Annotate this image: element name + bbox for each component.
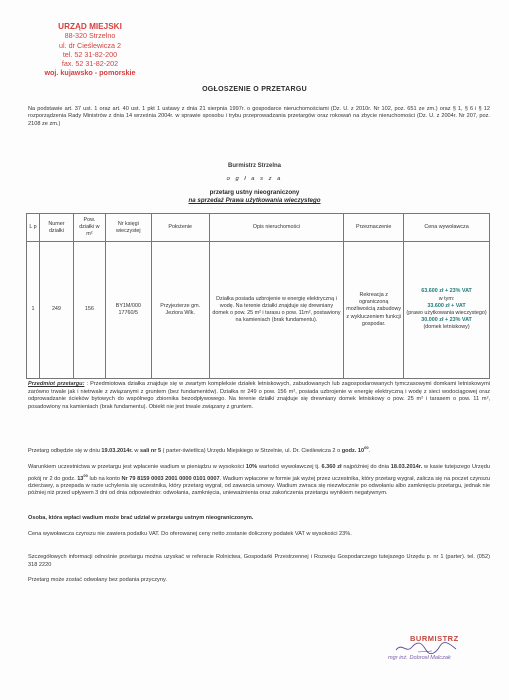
- deposit-amount: 6.360 zł: [321, 464, 342, 470]
- stamp-line-street: ul. dr Cieślewicza 2: [59, 40, 121, 50]
- cell-parcel-area: 156: [73, 242, 105, 379]
- header-purpose: Przeznaczenie: [344, 214, 404, 242]
- info-note: Szczegółowych informacji odnośnie przetargu można uzyskać w referacie Rolnictwa, Gospodarki Przestrzennej i Rozwoju Gospodarczego tutejszego Urzędu p. nr 1 (parter). tel. (052) 318 2220: [28, 554, 490, 568]
- cell-lp: 1: [27, 242, 40, 379]
- tender-type: przetarg ustny nieograniczony: [209, 189, 300, 196]
- tender-hour-minutes: 00: [364, 445, 369, 450]
- stamp-line-region: woj. kujawsko - pomorskie: [44, 68, 136, 78]
- deposit-text-4: w kasie tutejszego Urzędu pokój nr 2 do godz.: [28, 464, 491, 482]
- stamp-line-phone: tel. 52 31-82-200: [62, 49, 118, 59]
- handwritten-signature: [392, 640, 462, 656]
- header-parcel-area: Pow. działki w m²: [73, 214, 105, 242]
- price-cottage-note: (domek letniskowy): [423, 324, 470, 331]
- cell-location: Przyjezierze gm. Jeziora Wlk.: [151, 242, 209, 379]
- table-row: [27, 242, 490, 379]
- stamp-line-office: URZĄD MIEJSKI: [58, 22, 122, 31]
- signature-role: BURMISTRZ: [410, 634, 459, 643]
- subject-paragraph: [28, 381, 490, 411]
- tender-hour: godz. 10: [341, 447, 365, 454]
- cell-land-register: BY1M/000 17760/5: [105, 242, 151, 379]
- deposit-text-3: najpóźniej do dnia: [341, 464, 391, 470]
- legal-basis-paragraph: Na podstawie art. 37 ust. 1 oraz art. 40 ust. 1 pkt 1 ustawy z dnia 21 sierpnia 1997r. o gospodarce nieruchomościami (Dz. U. z 2010r. Nr 102, poz. 651 ze zm.) oraz § 1, § 6 i § 12 rozporządzenia Rady Ministrów z dnia 14 września 2004r. w sprawie sposobu i trybu przeprowadzania przetargów oraz rokowań na zbycie nieruchomości (Dz. U. z 2004r. Nr 207, poz. 2108 ze zm.): [28, 106, 490, 127]
- price-land-right: 33.600 zł + VAT: [427, 302, 466, 309]
- stamp-line-fax: fax. 52 31-82-202: [61, 59, 119, 69]
- tender-date: 19.03.2014r.: [101, 447, 133, 454]
- header-location: Położenie: [151, 214, 209, 242]
- stamp-line-postcode: 88-320 Strzelno: [64, 31, 116, 41]
- tender-date-paragraph: [28, 444, 490, 455]
- office-stamp: [26, 22, 154, 78]
- price-in-that: w tym:: [438, 295, 455, 302]
- announces-word: o g ł a s z a: [226, 176, 283, 182]
- document-title: OGŁOSZENIE O PRZETARGU: [202, 86, 307, 93]
- date-text-2: w: [132, 447, 140, 454]
- subject-text: : Przedmiotowa działka znajduje się w zwartym kompleksie działek letniskowych, zabudowanych lub zagospodarowanych tymczasowymi domkami letniskowymi zarówno trwale jak i nietrwale z związanymi z gruntem (bez fundamentów). Działka nr 249 o pow. 156 m², posiada uzbrojenie w energię elektryczną i wodę z sieci wodociągowej oraz odprowadzanie ścieków bytowych do wspólnego zbiornika bezodpływowego. Na terenie działki znajduje się drewniany domek letniskowy o pow. 25 m² i tarasem o pow. 11 m², posadowiony na kamieniach (brak fundamentu). Obiekt nie jest trwale związany z gruntem.: [28, 381, 490, 410]
- deposit-percent: 10%: [245, 464, 258, 470]
- deposit-hour: 13: [77, 475, 84, 482]
- cell-purpose: Rekreacja z ograniczoną możliwością zabudowy z wykluczeniem funkcji gospodar.: [344, 242, 404, 379]
- cancellation-note: Przetarg może zostać odwołany bez podania przyczyny.: [28, 577, 167, 583]
- cell-price: [404, 242, 490, 379]
- tender-subject: na sprzedaż Prawa użytkowania wieczystego: [188, 197, 321, 204]
- date-text-1: Przetarg odbędzie się w dniu: [28, 447, 102, 454]
- deposit-text-6: . Wadium wpłacone w formie jak wyżej przez uczestnika, który przetarg wygrał, zalicza się na poczet czynszu dzierżawy, a przepada w razie uchylenia się uczestnika, który przetarg wygrał, od zawarcia umowy. Wadium zwraca się niezwłocznie po odwołaniu albo zamknięciu przetargu, jednak nie później niż przed upływem 3 dni od dnia odpowiednio: odwołania, zamknięcia, unieważnienia oraz zakończenia przetargu wynikiem negatywnym.: [28, 475, 491, 497]
- cell-parcel-number: 249: [39, 242, 73, 379]
- deposit-paragraph: [28, 464, 490, 498]
- signature-name: mgr inż. Dobrosł Malczak: [388, 655, 451, 661]
- table-header-row: [27, 214, 490, 242]
- vat-note: Cena wywoławcza czynszu nie zawiera podatku VAT. Do oferowanej ceny netto zostanie doliczony podatek VAT w wysokości 23%.: [28, 531, 352, 537]
- date-text-4: .: [368, 447, 371, 454]
- property-table: [26, 213, 490, 379]
- subject-label: Przedmiot przetargu:: [28, 381, 85, 387]
- participation-note: Osoba, która wpłaci wadium może brać udział w przetargu ustnym nieograniczonym.: [28, 515, 254, 521]
- deposit-date: 18.03.2014r.: [390, 464, 423, 470]
- deposit-hour-minutes: 00: [83, 472, 88, 478]
- cell-description: Działka posiada uzbrojenie w energię elektryczną i wodę. Na terenie działki znajduje się drewniany domek o pow. 25 m² i tarasu o pow. 11m², postawiony na kamieniach (brak fundamentu).: [209, 242, 344, 379]
- bank-account: Nr 79 8159 0003 2001 0000 0101 0007: [121, 475, 220, 482]
- deposit-text-5: lub na konto: [87, 475, 122, 482]
- price-land-right-note: (prawo użytkowania wieczystego): [406, 310, 487, 316]
- price-cottage: 30.000 zł + 23% VAT: [421, 317, 472, 324]
- header-price: Cena wywoławcza: [404, 214, 490, 242]
- date-text-3: ( parter-świetlica) Urzędu Miejskiego w Strzelnie, ul. Dr. Cieślewicza 2 o: [161, 447, 342, 454]
- issuer-name: Burmistrz Strzelna: [227, 163, 281, 169]
- header-parcel-number: Numer działki: [39, 214, 73, 242]
- deposit-text-1: Warunkiem uczestnictwa w przetargu jest wpłacenie wadium w pieniądzu w wysokości: [28, 464, 246, 470]
- tender-room: sali nr 5: [139, 447, 162, 454]
- deposit-text-2: wartości wywoławczej tj.: [257, 464, 322, 470]
- header-lp: L p: [27, 214, 40, 242]
- header-land-register: Nr księgi wieczystej: [105, 214, 151, 242]
- price-total: 63.600 zł + 23% VAT: [421, 288, 472, 295]
- header-description: Opis nieruchomości: [209, 214, 344, 242]
